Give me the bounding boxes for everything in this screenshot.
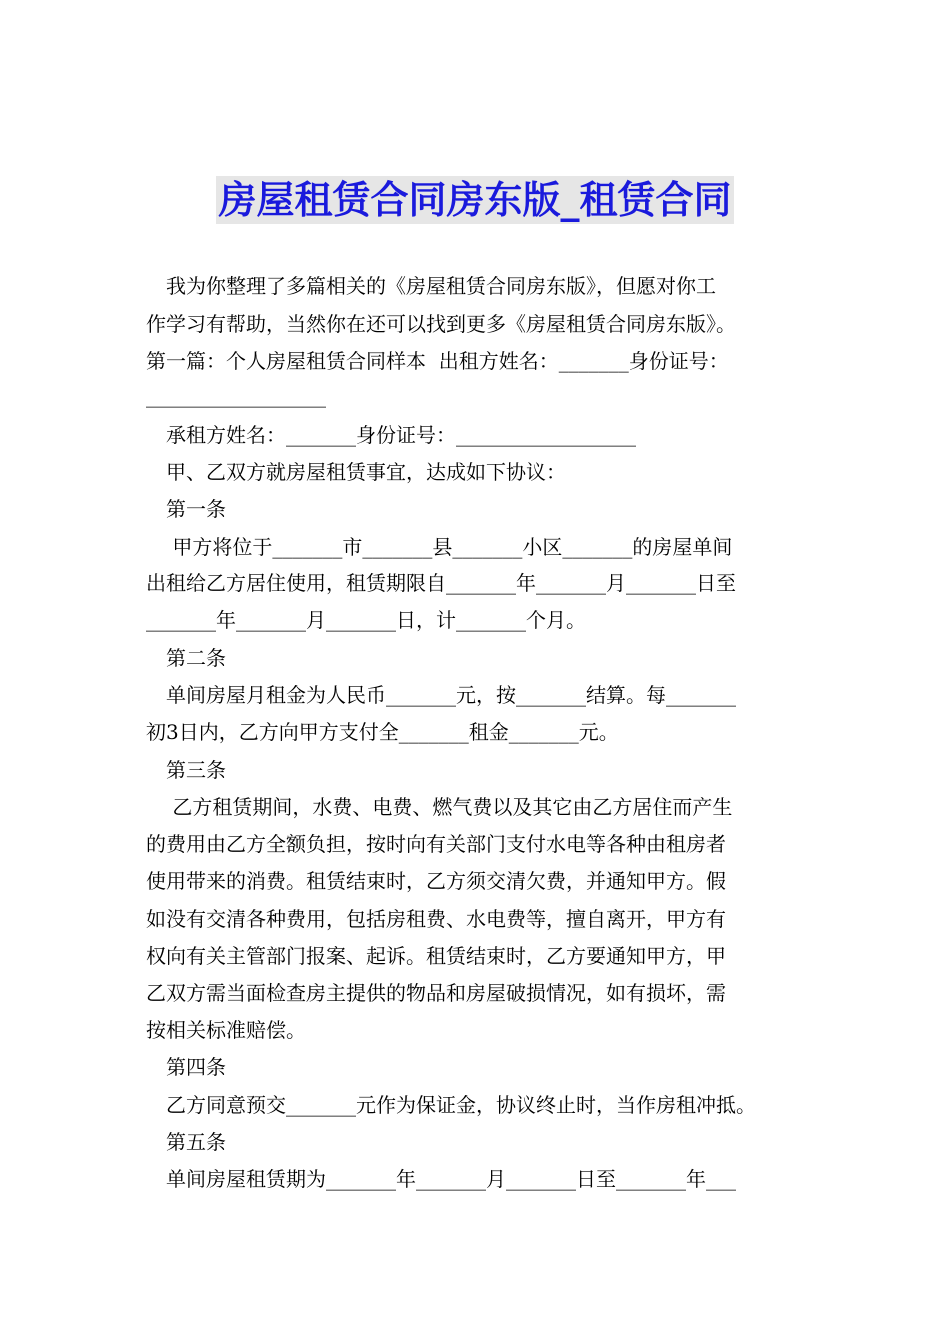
text-line: 我为你整理了多篇相关的《房屋租赁合同房东版》，但愿对你工 xyxy=(166,274,716,298)
text-line: 的费用由乙方全额负担，按时向有关部门支付水电等各种由租房者 xyxy=(146,832,726,856)
article-heading: 第一条 xyxy=(166,497,226,521)
text-line: 甲方将位于_______市_______县_______小区_______的房屋单间 xyxy=(166,535,733,559)
text-line: 甲、乙双方就房屋租赁事宜，达成如下协议： xyxy=(166,460,566,484)
text-line: 如没有交清各种费用，包括房租费、水电费等，擅自离开，甲方有 xyxy=(146,907,726,931)
text-line: 权向有关主管部门报案、起诉。租赁结束时，乙方要通知甲方，甲 xyxy=(146,944,726,968)
title-block xyxy=(0,176,950,224)
text-line: 乙双方需当面检查房主提供的物品和房屋破损情况，如有损坏，需 xyxy=(146,981,726,1005)
article-heading: 第二条 xyxy=(166,646,226,670)
article-heading: 第三条 xyxy=(166,758,226,782)
text-line: __________________ xyxy=(146,384,326,408)
text-line: 初3日内，乙方向甲方支付全_______租金_______元。 xyxy=(146,720,619,744)
text-line: 单间房屋月租金为人民币_______元，按_______结算。每_______ xyxy=(166,683,736,707)
article-heading: 第四条 xyxy=(166,1055,226,1079)
text-line: 单间房屋租赁期为_______年_______月_______日至_______年___ xyxy=(166,1167,736,1191)
text-line: 出租给乙方居住使用，租赁期限自_______年_______月_______日至 xyxy=(146,571,736,595)
text-line: 作学习有帮助，当然你在还可以找到更多《房屋租赁合同房东版》。 xyxy=(146,312,736,336)
document-title: 房屋租赁合同房东版_租赁合同 xyxy=(218,178,732,222)
text-line: 乙方同意预交_______元作为保证金，协议终止时，当作房租冲抵。 xyxy=(166,1093,756,1117)
text-line: 乙方租赁期间，水费、电费、燃气费以及其它由乙方居住而产生 xyxy=(166,795,733,819)
text-line: 按相关标准赔偿。 xyxy=(146,1018,306,1042)
text-line: 第一篇：个人房屋租赁合同样本 出租方姓名：_______身份证号： xyxy=(146,349,729,373)
text-line: 使用带来的消费。租赁结束时，乙方须交清欠费，并通知甲方。假 xyxy=(146,869,726,893)
text-line: 承租方姓名：_______身份证号：__________________ xyxy=(166,423,636,447)
text-line: _______年_______月_______日，计_______个月。 xyxy=(146,608,586,632)
article-heading: 第五条 xyxy=(166,1130,226,1154)
